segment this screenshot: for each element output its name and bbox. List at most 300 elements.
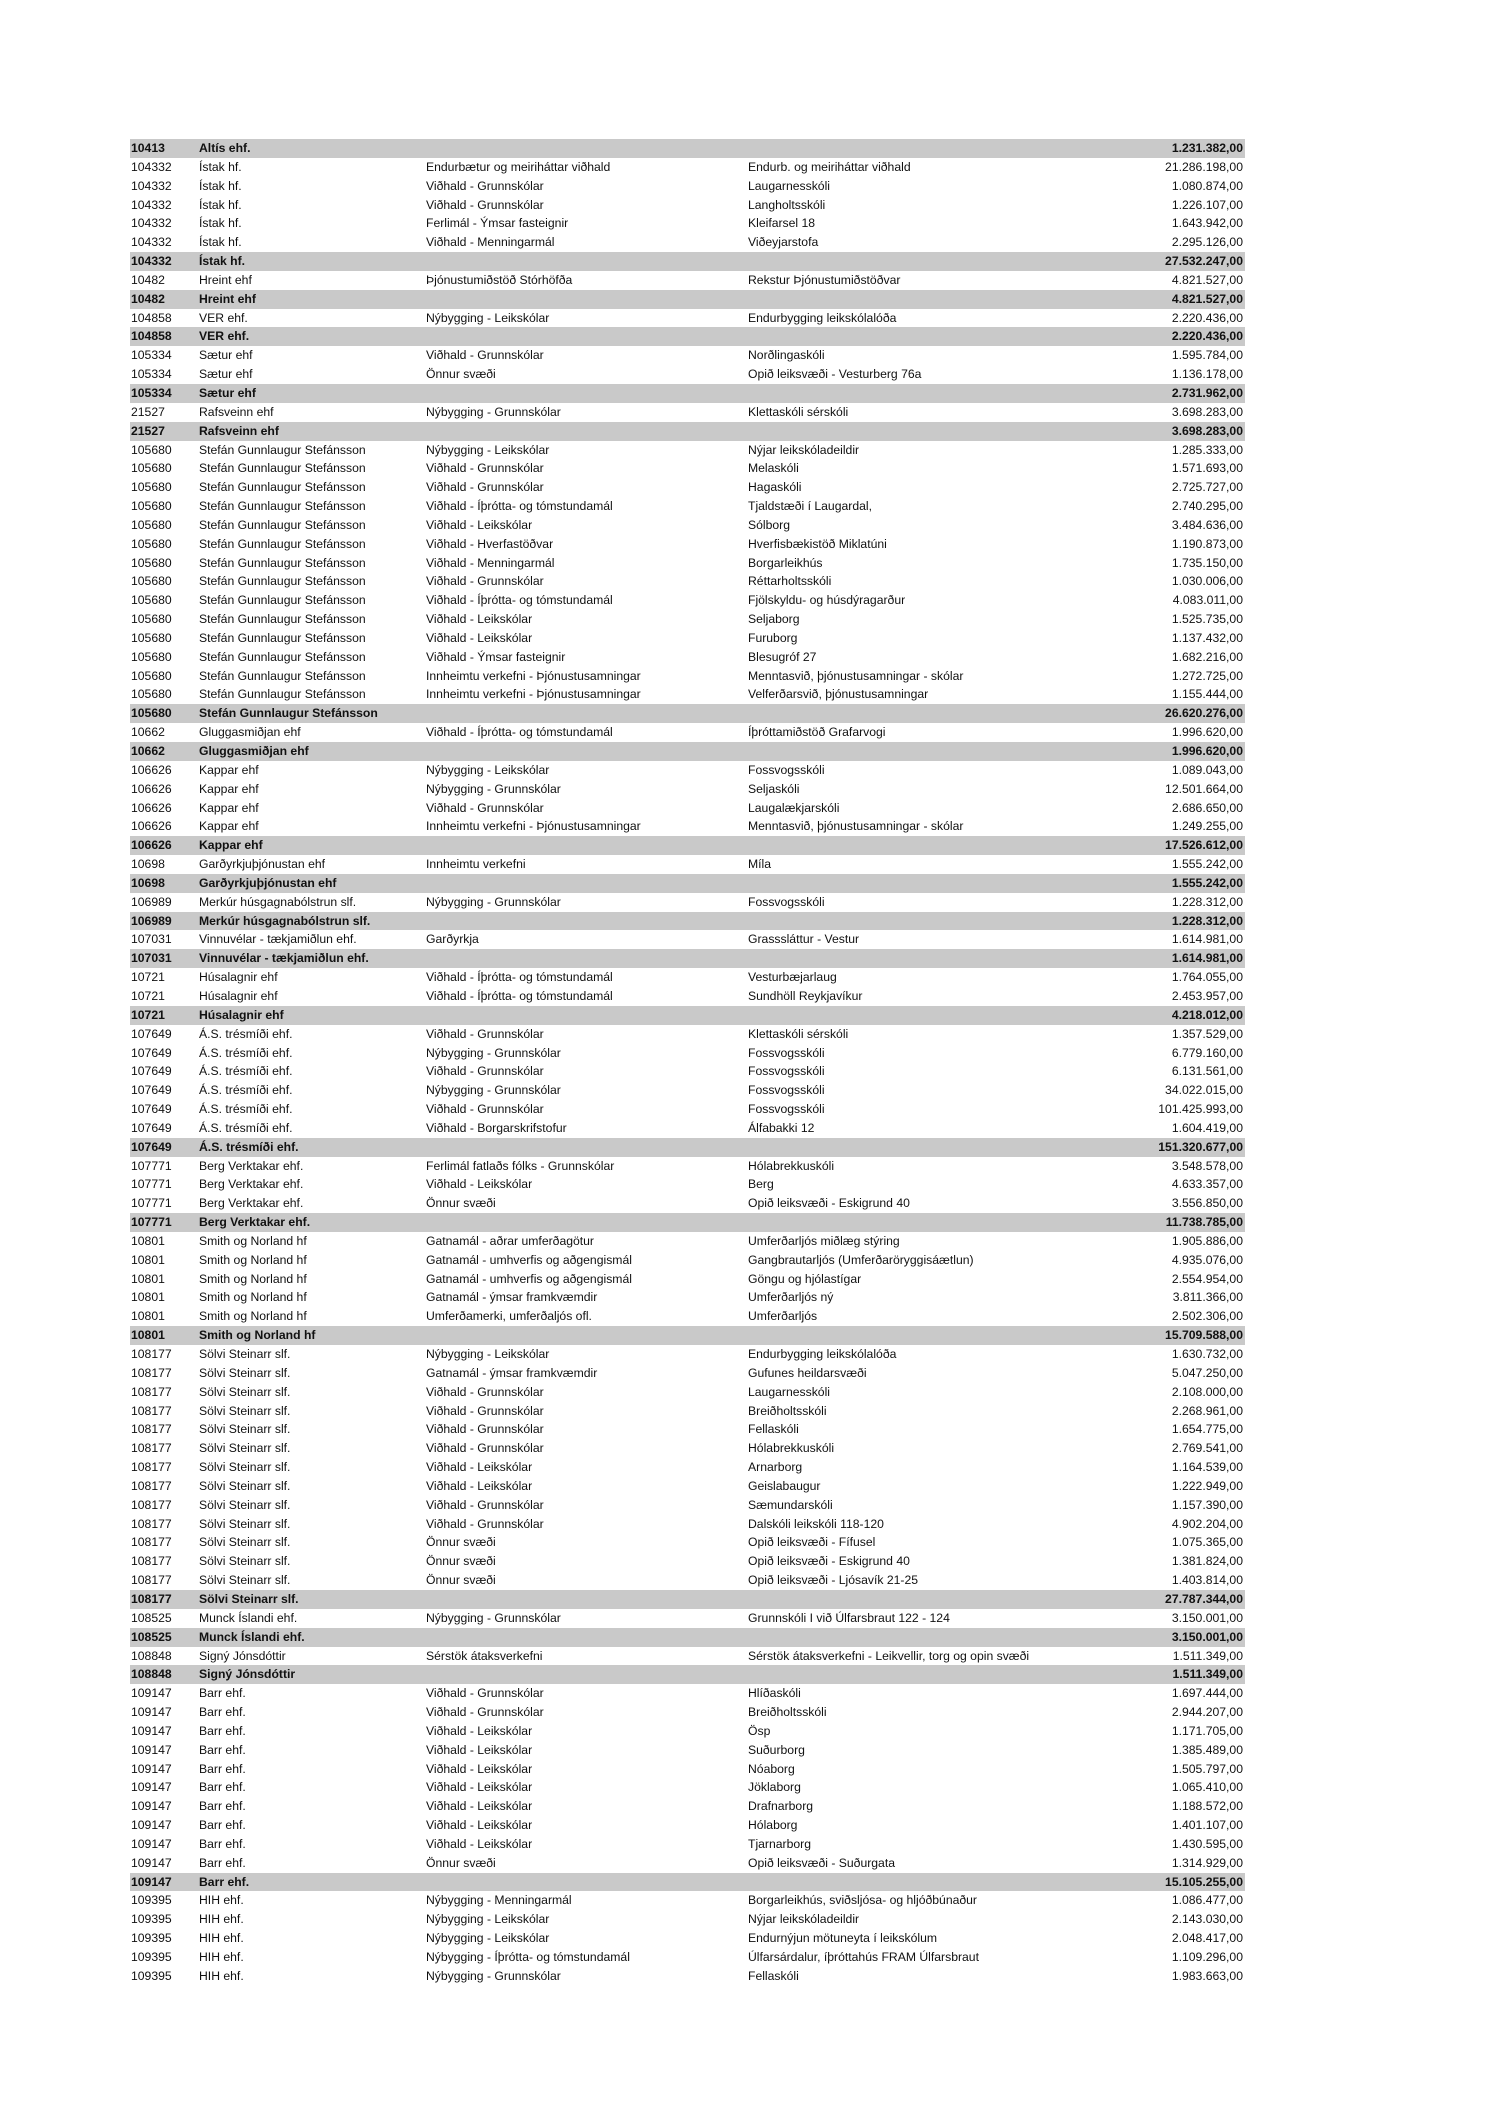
category-cell: Innheimtu verkefni xyxy=(426,857,526,872)
category-cell: Viðhald - Grunnskólar xyxy=(426,178,544,193)
table-row xyxy=(130,1062,1245,1081)
supplier-id-cell: 104332 xyxy=(131,216,172,231)
supplier-name-cell: Signý Jónsdóttir xyxy=(198,1665,425,1684)
project-cell xyxy=(747,384,1107,403)
supplier-name-cell: Berg Verktakar ehf. xyxy=(199,1196,304,1211)
table-row xyxy=(130,214,1245,233)
project-cell xyxy=(747,252,1107,271)
supplier-name-cell: Ístak hf. xyxy=(199,216,242,231)
table-row xyxy=(130,1364,1245,1383)
supplier-id-cell: 106626 xyxy=(131,819,172,834)
amount-cell: 1.614.981,00 xyxy=(1107,949,1245,968)
project-cell: Sérstök átaksverkefni - Leikvellir, torg og opin svæði xyxy=(748,1648,1030,1663)
supplier-id-cell: 108177 xyxy=(131,1460,172,1475)
category-cell: Viðhald - Grunnskólar xyxy=(426,1403,544,1418)
supplier-id-cell: 10801 xyxy=(130,1326,198,1345)
amount-cell: 1.086.477,00 xyxy=(1171,1893,1243,1908)
project-cell: Menntasvið, þjónustusamningar - skólar xyxy=(748,668,964,683)
table-row xyxy=(130,403,1245,422)
amount-cell: 1.905.886,00 xyxy=(1171,1233,1243,1248)
supplier-id-cell: 104332 xyxy=(131,197,172,212)
project-cell: Sundhöll Reykjavíkur xyxy=(748,988,863,1003)
table-row xyxy=(130,158,1245,177)
supplier-total-row xyxy=(130,139,1245,158)
category-cell: Viðhald - Leikskólar xyxy=(426,1177,533,1192)
category-cell: Viðhald - Leikskólar xyxy=(426,1761,533,1776)
category-cell: Innheimtu verkefni - Þjónustusamningar xyxy=(426,819,641,834)
amount-cell: 1.190.873,00 xyxy=(1171,536,1243,551)
supplier-id-cell: 104858 xyxy=(131,310,172,325)
project-cell: Fossvogsskóli xyxy=(748,1102,825,1117)
amount-cell: 151.320.677,00 xyxy=(1107,1138,1245,1157)
project-cell: Arnarborg xyxy=(748,1460,803,1475)
supplier-name-cell: Stefán Gunnlaugur Stefánsson xyxy=(199,517,366,532)
table-row xyxy=(130,1684,1245,1703)
project-cell: Göngu og hjólastígar xyxy=(748,1271,862,1286)
project-cell: Blesugróf 27 xyxy=(748,649,817,664)
amount-cell: 1.983.663,00 xyxy=(1171,1968,1243,1983)
project-cell: Fellaskóli xyxy=(748,1422,799,1437)
category-cell: Viðhald - Hverfastöðvar xyxy=(426,536,554,551)
project-cell: Sæmundarskóli xyxy=(748,1497,833,1512)
supplier-name-cell: Kappar ehf xyxy=(199,781,259,796)
amount-cell: 4.902.204,00 xyxy=(1171,1516,1243,1531)
supplier-id-cell: 10662 xyxy=(130,742,198,761)
category-cell: Önnur svæði xyxy=(426,367,496,382)
amount-cell: 4.821.527,00 xyxy=(1107,290,1245,309)
category-cell: Nýbygging - Menningarmál xyxy=(426,1893,572,1908)
category-cell: Nýbygging - Grunnskólar xyxy=(426,1610,561,1625)
amount-cell: 1.222.949,00 xyxy=(1171,1478,1243,1493)
supplier-id-cell: 105334 xyxy=(131,367,172,382)
project-cell: Laugarnesskóli xyxy=(748,178,830,193)
table-row xyxy=(130,591,1245,610)
table-row xyxy=(130,478,1245,497)
amount-cell: 5.047.250,00 xyxy=(1171,1365,1243,1380)
project-cell: Fjölskyldu- og húsdýragarður xyxy=(748,593,906,608)
project-cell: Opið leiksvæði - Eskigrund 40 xyxy=(748,1554,910,1569)
category-cell: Nýbygging - Leikskólar xyxy=(426,310,550,325)
project-cell xyxy=(747,1628,1107,1647)
supplier-id-cell: 105680 xyxy=(130,704,198,723)
amount-cell: 1.272.725,00 xyxy=(1171,668,1243,683)
supplier-id-cell: 10721 xyxy=(131,988,165,1003)
category-cell: Nýbygging - Grunnskólar xyxy=(426,1045,561,1060)
supplier-name-cell: Vinnuvélar - tækjamiðlun ehf. xyxy=(198,949,425,968)
supplier-name-cell: Munck Íslandi ehf. xyxy=(199,1610,298,1625)
supplier-name-cell: Sætur ehf xyxy=(198,384,425,403)
table-row xyxy=(130,1251,1245,1270)
supplier-name-cell: Sölvi Steinarr slf. xyxy=(199,1384,291,1399)
supplier-id-cell: 10698 xyxy=(131,857,165,872)
category-cell: Viðhald - Leikskólar xyxy=(426,630,533,645)
amount-cell: 4.633.357,00 xyxy=(1171,1177,1243,1192)
category-cell xyxy=(425,384,747,403)
category-cell xyxy=(425,1213,747,1232)
category-cell xyxy=(425,1873,747,1892)
category-cell: Viðhald - Grunnskólar xyxy=(426,480,544,495)
amount-cell: 1.996.620,00 xyxy=(1107,742,1245,761)
amount-cell: 6.779.160,00 xyxy=(1171,1045,1243,1060)
project-cell: Hagaskóli xyxy=(748,480,802,495)
supplier-name-cell: Stefán Gunnlaugur Stefánsson xyxy=(199,687,366,702)
project-cell: Norðlingaskóli xyxy=(748,348,825,363)
category-cell: Önnur svæði xyxy=(426,1855,496,1870)
supplier-name-cell: Á.S. trésmíði ehf. xyxy=(199,1064,293,1079)
supplier-id-cell: 109395 xyxy=(131,1893,172,1908)
table-row xyxy=(130,1345,1245,1364)
category-cell xyxy=(425,1665,747,1684)
supplier-id-cell: 108177 xyxy=(131,1365,172,1380)
project-cell: Hverfisbækistöð Miklatúni xyxy=(748,536,887,551)
supplier-name-cell: Stefán Gunnlaugur Stefánsson xyxy=(199,555,366,570)
supplier-id-cell: 109395 xyxy=(131,1968,172,1983)
supplier-name-cell: Húsalagnir ehf xyxy=(199,970,278,985)
table-row xyxy=(130,685,1245,704)
project-cell: Breiðholtsskóli xyxy=(748,1705,827,1720)
supplier-name-cell: HIH ehf. xyxy=(199,1931,244,1946)
project-cell: Endurb. og meiriháttar viðhald xyxy=(748,159,911,174)
supplier-id-cell: 109395 xyxy=(131,1950,172,1964)
supplier-name-cell: Stefán Gunnlaugur Stefánsson xyxy=(198,704,425,723)
supplier-name-cell: Sölvi Steinarr slf. xyxy=(198,1590,425,1609)
project-cell: Míla xyxy=(748,857,772,872)
table-row xyxy=(130,1496,1245,1515)
supplier-name-cell: Smith og Norland hf xyxy=(199,1252,307,1267)
amount-cell: 1.155.444,00 xyxy=(1171,687,1243,702)
category-cell: Innheimtu verkefni - Þjónustusamningar xyxy=(426,668,641,683)
amount-cell: 1.171.705,00 xyxy=(1171,1723,1243,1738)
table-row xyxy=(130,346,1245,365)
amount-cell: 1.996.620,00 xyxy=(1171,725,1243,740)
project-cell: Furuborg xyxy=(748,630,798,645)
supplier-id-cell: 105680 xyxy=(131,555,172,570)
table-row xyxy=(130,1157,1245,1176)
amount-cell: 1.285.333,00 xyxy=(1171,442,1243,457)
category-cell: Nýbygging - Grunnskólar xyxy=(426,1968,561,1983)
supplier-name-cell: Á.S. trésmíði ehf. xyxy=(198,1138,425,1157)
supplier-id-cell: 10721 xyxy=(131,970,165,985)
table-row xyxy=(130,1741,1245,1760)
table-row xyxy=(130,1760,1245,1779)
amount-cell: 1.697.444,00 xyxy=(1171,1686,1243,1701)
project-cell: Geislabaugur xyxy=(748,1478,821,1493)
project-cell: Fossvogsskóli xyxy=(748,1083,825,1098)
supplier-name-cell: Stefán Gunnlaugur Stefánsson xyxy=(199,442,366,457)
amount-cell: 1.682.216,00 xyxy=(1171,649,1243,664)
project-cell xyxy=(747,704,1107,723)
project-cell: Viðeyjarstofa xyxy=(748,235,819,250)
supplier-name-cell: Stefán Gunnlaugur Stefánsson xyxy=(199,461,366,476)
supplier-name-cell: Barr ehf. xyxy=(199,1836,246,1851)
supplier-total-row xyxy=(130,1006,1245,1025)
table-row xyxy=(130,497,1245,516)
supplier-name-cell: Barr ehf. xyxy=(199,1742,246,1757)
category-cell xyxy=(425,874,747,893)
amount-cell: 2.740.295,00 xyxy=(1171,499,1243,514)
supplier-id-cell: 109147 xyxy=(130,1873,198,1892)
supplier-total-row xyxy=(130,836,1245,855)
table-row xyxy=(130,233,1245,252)
supplier-id-cell: 107649 xyxy=(131,1026,172,1041)
supplier-name-cell: Kappar ehf xyxy=(198,836,425,855)
amount-cell: 2.295.126,00 xyxy=(1171,235,1243,250)
table-row xyxy=(130,1797,1245,1816)
supplier-id-cell: 21527 xyxy=(131,404,165,419)
project-cell: Grunnskóli I við Úlfarsbraut 122 - 124 xyxy=(748,1610,950,1625)
supplier-id-cell: 105680 xyxy=(131,612,172,627)
amount-cell: 2.048.417,00 xyxy=(1171,1931,1243,1946)
amount-cell: 2.220.436,00 xyxy=(1107,327,1245,346)
supplier-id-cell: 105680 xyxy=(131,517,172,532)
project-cell: Umferðarljós ný xyxy=(748,1290,834,1305)
supplier-id-cell: 104332 xyxy=(131,159,172,174)
amount-cell: 1.314.929,00 xyxy=(1171,1855,1243,1870)
project-cell: Fossvogsskóli xyxy=(748,1045,825,1060)
supplier-total-row xyxy=(130,874,1245,893)
supplier-name-cell: Á.S. trésmíði ehf. xyxy=(199,1026,293,1041)
project-cell: Borgarleikhús xyxy=(748,555,823,570)
category-cell: Viðhald - Grunnskólar xyxy=(426,1686,544,1701)
category-cell: Nýbygging - Grunnskólar xyxy=(426,781,561,796)
amount-cell: 12.501.664,00 xyxy=(1165,781,1243,796)
table-row xyxy=(130,1458,1245,1477)
supplier-name-cell: Barr ehf. xyxy=(199,1723,246,1738)
supplier-name-cell: Stefán Gunnlaugur Stefánsson xyxy=(199,480,366,495)
project-cell xyxy=(747,1665,1107,1684)
amount-cell: 1.430.595,00 xyxy=(1171,1836,1243,1851)
supplier-name-cell: Sölvi Steinarr slf. xyxy=(199,1535,291,1550)
category-cell: Viðhald - Íþrótta- og tómstundamál xyxy=(426,499,613,514)
supplier-total-row xyxy=(130,1873,1245,1892)
supplier-id-cell: 107771 xyxy=(131,1196,172,1211)
category-cell xyxy=(425,836,747,855)
supplier-name-cell: Sölvi Steinarr slf. xyxy=(199,1365,291,1380)
supplier-name-cell: Smith og Norland hf xyxy=(199,1271,307,1286)
project-cell: Úlfarsárdalur, íþróttahús FRAM Úlfarsbraut xyxy=(748,1950,979,1964)
supplier-name-cell: VER ehf. xyxy=(199,310,248,325)
category-cell: Önnur svæði xyxy=(426,1554,496,1569)
category-cell: Viðhald - Menningarmál xyxy=(426,235,555,250)
table-row xyxy=(130,1044,1245,1063)
amount-cell: 1.555.242,00 xyxy=(1171,857,1243,872)
table-row xyxy=(130,893,1245,912)
table-row xyxy=(130,1929,1245,1948)
supplier-name-cell: Smith og Norland hf xyxy=(199,1233,307,1248)
amount-cell: 15.105.255,00 xyxy=(1107,1873,1245,1892)
category-cell: Viðhald - Leikskólar xyxy=(426,1818,533,1833)
supplier-name-cell: HIH ehf. xyxy=(199,1968,244,1983)
table-row xyxy=(130,817,1245,836)
supplier-name-cell: Ístak hf. xyxy=(199,235,242,250)
amount-cell: 1.357.529,00 xyxy=(1171,1026,1243,1041)
category-cell: Garðyrkja xyxy=(426,932,479,947)
supplier-id-cell: 109147 xyxy=(131,1836,172,1851)
supplier-name-cell: Merkúr húsgagnabólstrun slf. xyxy=(199,894,357,909)
supplier-total-row xyxy=(130,742,1245,761)
supplier-id-cell: 105680 xyxy=(131,480,172,495)
supplier-name-cell: Barr ehf. xyxy=(199,1705,246,1720)
category-cell: Viðhald - Leikskólar xyxy=(426,1742,533,1757)
table-row xyxy=(130,1175,1245,1194)
amount-cell: 27.532.247,00 xyxy=(1107,252,1245,271)
supplier-id-cell: 108177 xyxy=(131,1497,172,1512)
amount-cell: 1.137.432,00 xyxy=(1171,630,1243,645)
table-row xyxy=(130,196,1245,215)
table-row xyxy=(130,1402,1245,1421)
amount-cell: 1.231.382,00 xyxy=(1107,139,1245,158)
supplier-name-cell: Sölvi Steinarr slf. xyxy=(199,1441,291,1456)
category-cell: Nýbygging - Leikskólar xyxy=(426,762,550,777)
supplier-id-cell: 107771 xyxy=(131,1177,172,1192)
supplier-name-cell: Smith og Norland hf xyxy=(198,1326,425,1345)
category-cell xyxy=(425,327,747,346)
project-cell: Seljaborg xyxy=(748,612,800,627)
supplier-id-cell: 108848 xyxy=(131,1648,172,1663)
amount-cell: 26.620.276,00 xyxy=(1107,704,1245,723)
project-cell: Laugarnesskóli xyxy=(748,1384,830,1399)
supplier-name-cell: HIH ehf. xyxy=(199,1912,244,1927)
amount-cell: 3.698.283,00 xyxy=(1171,404,1243,419)
table-row xyxy=(130,1854,1245,1873)
supplier-id-cell: 107649 xyxy=(131,1120,172,1135)
supplier-id-cell: 106626 xyxy=(131,800,172,815)
supplier-name-cell: Sölvi Steinarr slf. xyxy=(199,1497,291,1512)
supplier-name-cell: Á.S. trésmíði ehf. xyxy=(199,1045,293,1060)
project-cell xyxy=(747,742,1107,761)
amount-cell: 2.220.436,00 xyxy=(1171,310,1243,325)
amount-cell: 1.630.732,00 xyxy=(1171,1347,1243,1361)
project-cell: Langholtsskóli xyxy=(748,197,826,212)
supplier-id-cell: 105680 xyxy=(131,630,172,645)
supplier-id-cell: 10482 xyxy=(131,272,165,287)
amount-cell: 1.089.043,00 xyxy=(1171,762,1243,777)
supplier-name-cell: Kappar ehf xyxy=(199,762,259,777)
category-cell: Viðhald - Íþrótta- og tómstundamál xyxy=(426,988,613,1003)
category-cell: Viðhald - Grunnskólar xyxy=(426,1705,544,1720)
table-row xyxy=(130,723,1245,742)
supplier-name-cell: Garðyrkjuþjónustan ehf xyxy=(198,874,425,893)
supplier-name-cell: Barr ehf. xyxy=(199,1818,246,1833)
category-cell: Önnur svæði xyxy=(426,1535,496,1550)
category-cell: Nýbygging - Grunnskólar xyxy=(426,1083,561,1098)
supplier-id-cell: 109147 xyxy=(131,1855,172,1870)
amount-cell: 34.022.015,00 xyxy=(1165,1083,1243,1098)
project-cell xyxy=(747,422,1107,441)
category-cell: Viðhald - Grunnskólar xyxy=(426,800,544,815)
amount-cell: 1.555.242,00 xyxy=(1107,874,1245,893)
amount-cell: 1.080.874,00 xyxy=(1171,178,1243,193)
category-cell: Gatnamál - umhverfis og aðgengismál xyxy=(426,1252,632,1267)
supplier-id-cell: 10662 xyxy=(131,725,165,740)
project-cell: Borgarleikhús, sviðsljósa- og hljóðbúnaður xyxy=(748,1893,977,1908)
amount-cell: 1.030.006,00 xyxy=(1171,574,1243,589)
category-cell: Þjónustumiðstöð Stórhöfða xyxy=(426,272,573,287)
project-cell: Nýjar leikskóladeildir xyxy=(748,442,860,457)
supplier-id-cell: 105334 xyxy=(130,384,198,403)
category-cell: Viðhald - Leikskólar xyxy=(426,1460,533,1475)
amount-cell: 1.157.390,00 xyxy=(1171,1497,1243,1512)
project-cell: Dalskóli leikskóli 118-120 xyxy=(748,1516,884,1531)
supplier-id-cell: 106989 xyxy=(131,894,172,909)
amount-cell: 15.709.588,00 xyxy=(1107,1326,1245,1345)
table-row xyxy=(130,1477,1245,1496)
category-cell: Gatnamál - umhverfis og aðgengismál xyxy=(426,1271,632,1286)
supplier-id-cell: 107031 xyxy=(131,932,172,947)
amount-cell: 1.075.365,00 xyxy=(1171,1535,1243,1550)
amount-cell: 1.249.255,00 xyxy=(1171,819,1243,834)
supplier-name-cell: Hreint ehf xyxy=(199,272,252,287)
supplier-id-cell: 108177 xyxy=(131,1347,172,1361)
project-cell xyxy=(747,1590,1107,1609)
category-cell: Viðhald - Grunnskólar xyxy=(426,1384,544,1399)
table-row xyxy=(130,1119,1245,1138)
project-cell: Opið leiksvæði - Suðurgata xyxy=(748,1855,895,1870)
project-cell: Fossvogsskóli xyxy=(748,1064,825,1079)
amount-cell: 1.228.312,00 xyxy=(1107,912,1245,931)
table-row xyxy=(130,761,1245,780)
table-row xyxy=(130,799,1245,818)
amount-cell: 27.787.344,00 xyxy=(1107,1590,1245,1609)
supplier-name-cell: Stefán Gunnlaugur Stefánsson xyxy=(199,574,366,589)
supplier-total-row xyxy=(130,1590,1245,1609)
supplier-id-cell: 109147 xyxy=(131,1780,172,1795)
project-cell xyxy=(747,836,1107,855)
supplier-id-cell: 10698 xyxy=(130,874,198,893)
supplier-name-cell: VER ehf. xyxy=(198,327,425,346)
supplier-total-row xyxy=(130,1213,1245,1232)
supplier-name-cell: Sölvi Steinarr slf. xyxy=(199,1403,291,1418)
supplier-id-cell: 108177 xyxy=(131,1422,172,1437)
amount-cell: 21.286.198,00 xyxy=(1165,159,1243,174)
amount-cell: 1.381.824,00 xyxy=(1171,1554,1243,1569)
supplier-total-row xyxy=(130,252,1245,271)
category-cell: Viðhald - Leikskólar xyxy=(426,1478,533,1493)
supplier-name-cell: Húsalagnir ehf xyxy=(198,1006,425,1025)
amount-cell: 4.935.076,00 xyxy=(1171,1252,1243,1267)
table-row xyxy=(130,1835,1245,1854)
supplier-id-cell: 21527 xyxy=(130,422,198,441)
category-cell xyxy=(425,704,747,723)
category-cell: Gatnamál - ýmsar framkvæmdir xyxy=(426,1290,598,1305)
amount-cell: 3.548.578,00 xyxy=(1171,1158,1243,1173)
category-cell: Gatnamál - aðrar umferðagötur xyxy=(426,1233,594,1248)
supplier-id-cell: 105680 xyxy=(131,499,172,514)
supplier-id-cell: 108177 xyxy=(131,1441,172,1456)
category-cell xyxy=(425,422,747,441)
category-cell: Önnur svæði xyxy=(426,1196,496,1211)
supplier-id-cell: 104858 xyxy=(130,327,198,346)
supplier-id-cell: 10413 xyxy=(130,139,198,158)
payments-table-body xyxy=(130,139,1245,1986)
supplier-id-cell: 106626 xyxy=(131,781,172,796)
supplier-name-cell: Vinnuvélar - tækjamiðlun ehf. xyxy=(199,932,357,947)
project-cell: Gufunes heildarsvæði xyxy=(748,1365,867,1380)
amount-cell: 2.769.541,00 xyxy=(1171,1441,1243,1456)
category-cell: Viðhald - Íþrótta- og tómstundamál xyxy=(426,725,613,740)
supplier-name-cell: Stefán Gunnlaugur Stefánsson xyxy=(199,593,366,608)
table-row xyxy=(130,1420,1245,1439)
project-cell: Kleifarsel 18 xyxy=(748,216,816,231)
table-row xyxy=(130,177,1245,196)
category-cell: Viðhald - Grunnskólar xyxy=(426,197,544,212)
category-cell: Viðhald - Grunnskólar xyxy=(426,1516,544,1531)
category-cell: Viðhald - Leikskólar xyxy=(426,1836,533,1851)
project-cell xyxy=(747,290,1107,309)
category-cell xyxy=(425,139,747,158)
supplier-id-cell: 109147 xyxy=(131,1723,172,1738)
amount-cell: 6.131.561,00 xyxy=(1171,1064,1243,1079)
